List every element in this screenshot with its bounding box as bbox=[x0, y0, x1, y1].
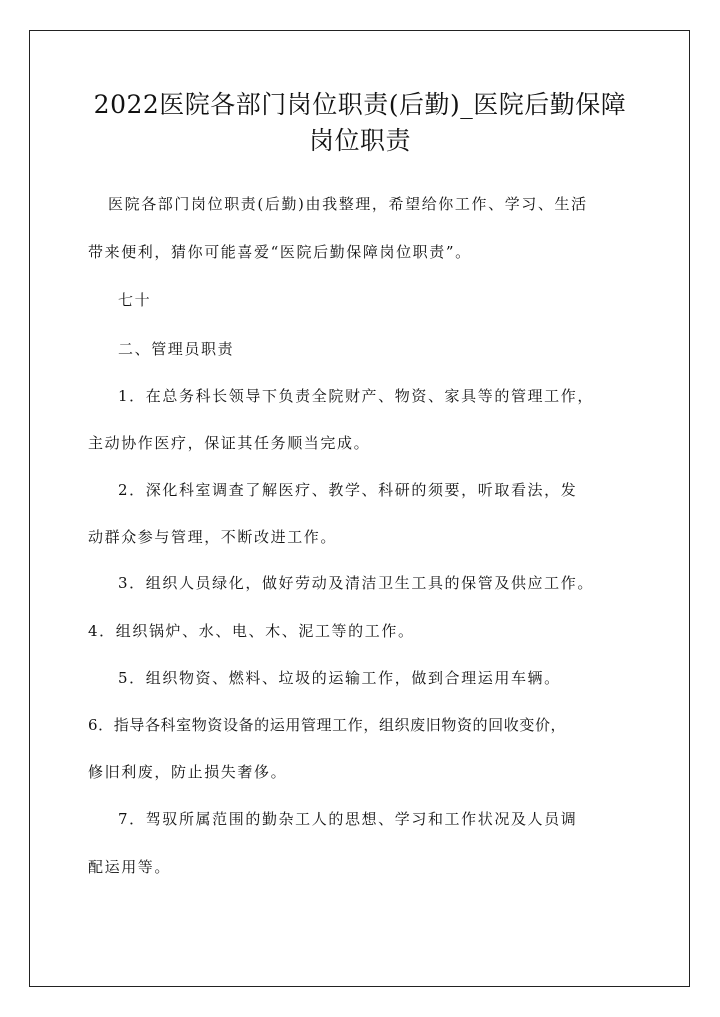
section-number: 七十 bbox=[118, 291, 152, 309]
item-2-line-1: 2．深化科室调查了解医疗、教学、科研的须要，听取看法，发 bbox=[118, 481, 578, 499]
item-6-line-1: 6．指导各科室物资设备的运用管理工作，组织废旧物资的回收变价， bbox=[88, 716, 567, 734]
document-title bbox=[0, 87, 720, 159]
item-3: 3．组织人员绿化，做好劳动及清洁卫生工具的保管及供应工作。 bbox=[118, 574, 594, 592]
item-2-line-2: 动群众参与管理，不断改进工作。 bbox=[88, 528, 338, 546]
item-7-line-1: 7．驾驭所属范围的勤杂工人的思想、学习和工作状况及人员调 bbox=[118, 810, 578, 828]
item-5: 5．组织物资、燃料、垃圾的运输工作，做到合理运用车辆。 bbox=[118, 669, 561, 687]
item-6-line-2: 修旧利废，防止损失奢侈。 bbox=[88, 763, 288, 781]
page-border bbox=[29, 30, 690, 987]
item-1-line-2: 主动协作医疗，保证其任务顺当完成。 bbox=[88, 434, 371, 452]
item-7-line-2: 配运用等。 bbox=[88, 858, 172, 876]
intro-line-1: 医院各部门岗位职责(后勤)由我整理，希望给你工作、学习、生活 bbox=[108, 195, 588, 213]
intro-line-2: 带来便利，猜你可能喜爱“医院后勤保障岗位职责”。 bbox=[88, 243, 472, 261]
title-line-2: 岗位职责 bbox=[308, 126, 411, 155]
section-heading: 二、管理员职责 bbox=[118, 340, 235, 358]
item-4: 4．组织锅炉、水、电、木、泥工等的工作。 bbox=[88, 622, 415, 640]
title-line-1: 2022医院各部门岗位职责(后勤)_医院后勤保障 bbox=[93, 90, 627, 119]
item-1-line-1: 1．在总务科长领导下负责全院财产、物资、家具等的管理工作， bbox=[118, 387, 594, 405]
